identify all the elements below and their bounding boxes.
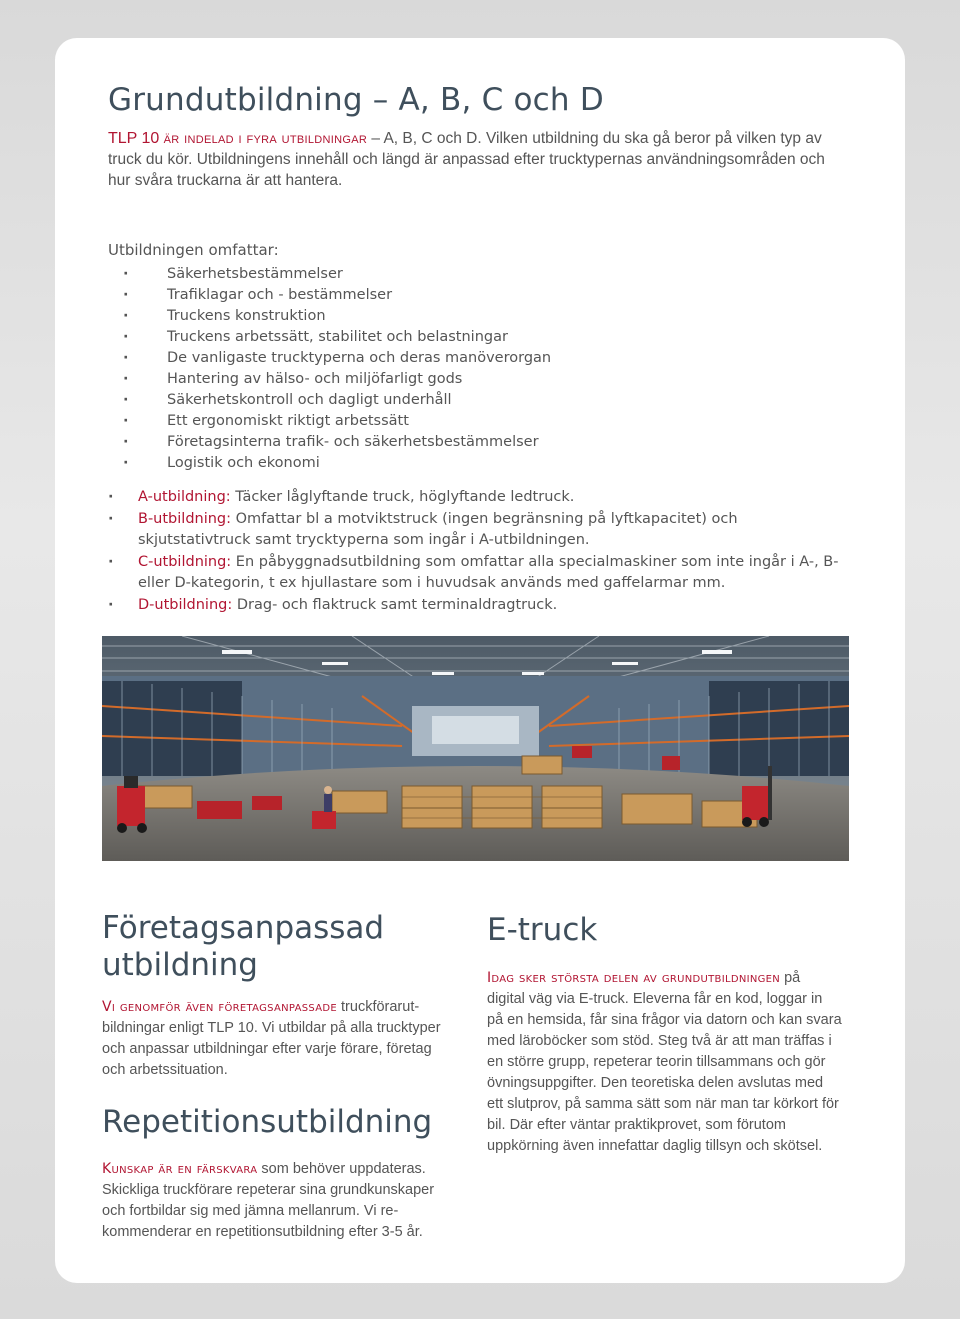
category-text: Drag- och flaktruck samt terminaldragtruck. xyxy=(232,596,558,613)
list-item: · Säkerhetsbestämmelser xyxy=(121,264,551,285)
list-item: · Trafiklagar och - bestämmelser xyxy=(121,285,551,306)
foretag-title-line1: Företagsanpassad xyxy=(102,910,385,946)
list-item: · Logistik och ekonomi xyxy=(121,453,551,474)
foretag-title xyxy=(102,910,384,984)
category-text: En påbyggnadsutbildning som omfattar alla specialmaskiner som inte ingår i A-, B- eller D-kategorin, t ex hjullastare som i huvudsak används med gaffelarmar mm. xyxy=(138,553,839,591)
category-label: C-utbildning: xyxy=(138,553,232,570)
foretag-paragraph xyxy=(102,997,454,1081)
warehouse-image xyxy=(102,636,849,861)
category-d xyxy=(108,595,848,617)
page-card xyxy=(55,38,905,1283)
list-item: · Säkerhetskontroll och dagligt underhåll xyxy=(121,390,551,411)
category-label: B-utbildning: xyxy=(138,510,232,527)
list-item: · Truckens konstruktion xyxy=(121,306,551,327)
repetition-paragraph xyxy=(102,1159,454,1243)
warehouse-photo xyxy=(102,636,849,861)
contents-list xyxy=(121,264,551,474)
foretag-title-line2: utbildning xyxy=(102,947,258,983)
category-text: Täcker låglyftande truck, höglyftande ledtruck. xyxy=(230,489,575,505)
intro-lead: TLP 10 xyxy=(108,130,160,147)
contents-title: Utbildningen omfattar: xyxy=(108,241,279,259)
intro-paragraph xyxy=(108,128,848,191)
category-c xyxy=(108,552,848,595)
list-item: · Ett ergonomiskt riktigt arbetssätt xyxy=(121,411,551,432)
etruck-title: E-truck xyxy=(487,912,598,948)
etruck-body: på digital väg via E-truck. Eleverna får en kod, loggar in på en hemsida, får sina frågor via datorn och kan svara med läroböcker som stöd. Steg två är att man träffas i en större grupp, repeterar teorin tillsammans och gör övningsuppgifter. Den teoretiska delen avslutas med ett slutprov, på samma sätt som när man tar körkort för bil. Där efter väntar praktikprovet, som förutom uppkörning även innefattar daglig tillsyn och skötsel. xyxy=(487,970,842,1154)
list-item: · Företagsinterna trafik- och säkerhetsbestämmelser xyxy=(121,432,551,453)
category-b xyxy=(108,509,848,552)
foretag-lead: Vi genomför även företagsanpassade xyxy=(102,999,337,1015)
intro-lead-smallcaps: är indelad i fyra utbildningar xyxy=(163,130,368,147)
intro-body: – A, B, C och D. Vilken utbildning du ska gå beror på vilken typ av truck du kör. Utbildningens innehåll och längd är anpassad efter trucktypernas användningsområden och hur svåra truckarna är att hantera. xyxy=(108,130,825,189)
etruck-paragraph xyxy=(487,968,842,1157)
repetition-title: Repetitionsutbildning xyxy=(102,1104,433,1140)
category-label: D-utbildning: xyxy=(138,596,233,613)
page-title: Grundutbildning – A, B, C och D xyxy=(108,82,604,118)
category-label: A-utbildning: xyxy=(138,489,231,505)
etruck-lead: Idag sker största delen av grundutbildningen xyxy=(487,970,781,986)
list-item: · Truckens arbetssätt, stabilitet och belastningar xyxy=(121,327,551,348)
category-list xyxy=(108,487,848,616)
repetition-lead: Kunskap är en färskvara xyxy=(102,1161,258,1177)
list-item: · Hantering av hälso- och miljöfarligt gods xyxy=(121,369,551,390)
category-a xyxy=(108,487,848,509)
list-item: · De vanligaste trucktyperna och deras manöverorgan xyxy=(121,348,551,369)
foretag-body: truckförarutbildningar enligt TLP 10. Vi utbildar på alla trucktyper och anpassar utbildningar efter varje förare, företag och arbetssituation. xyxy=(102,999,441,1078)
category-text: Omfattar bl a motviktstruck (ingen begränsning på lyftkapacitet) och skjutstativtruck samt trycktyperna som ingår i A-utbildningen. xyxy=(138,510,738,548)
repetition-body: som behöver uppdateras. Skickliga truckförare repeterar sina grundkunskaper och fortbildar sig med jämna mellanrum. Vi rekommenderar en repetitionsutbildning efter 3-5 år. xyxy=(102,1161,435,1240)
